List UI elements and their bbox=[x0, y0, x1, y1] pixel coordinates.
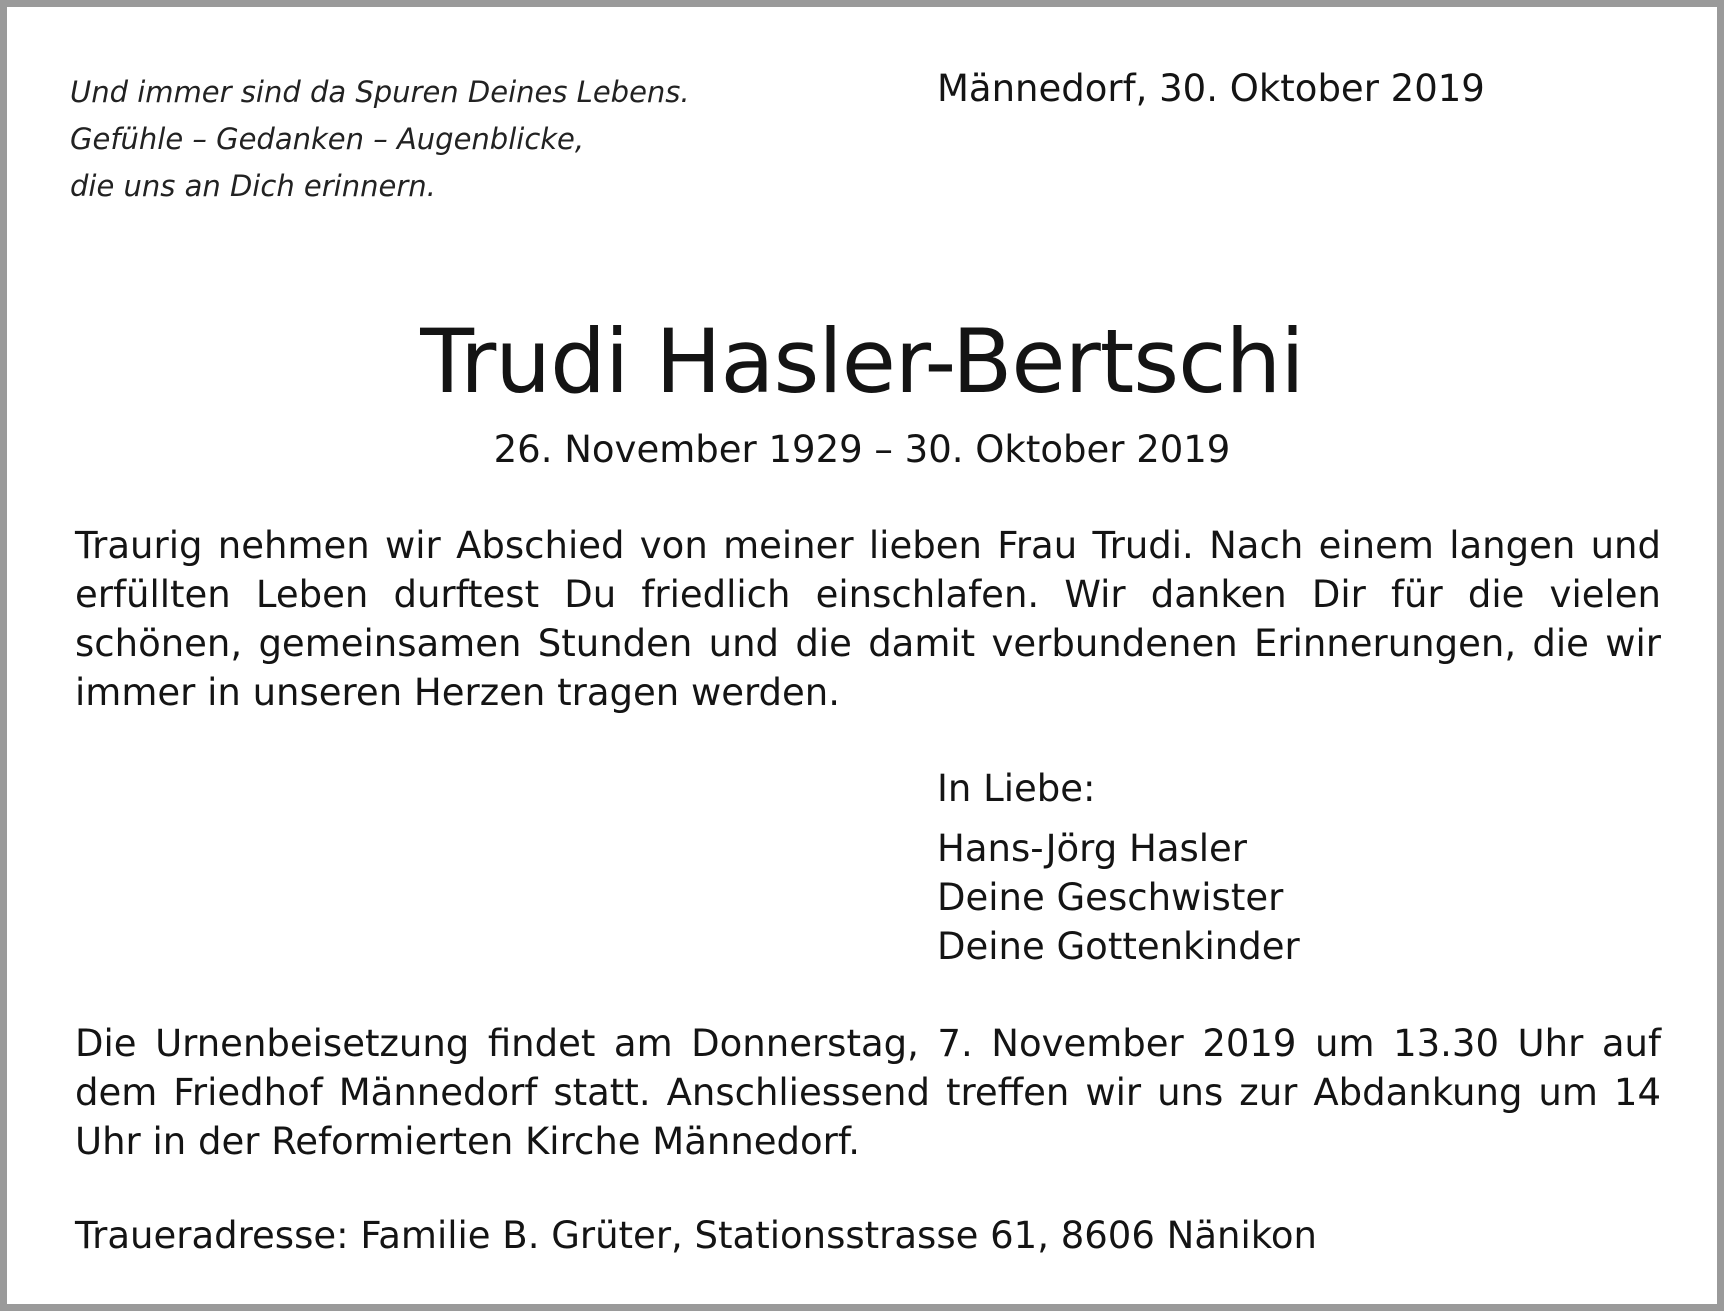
farewell-message: Traurig nehmen wir Abschied von meiner lieben Frau Trudi. Nach einem langen und erfüllten Leben durftest Du friedlich einschlafen. Wir danken Dir für die vielen schönen, gemeinsamen Stunden und die damit verbundenen Erinnerungen, die wir immer in unseren Herzen tragen werden. bbox=[75, 524, 1661, 714]
motto-line: Und immer sind da Spuren Deines Lebens. bbox=[70, 75, 690, 109]
signoff-label: In Liebe: bbox=[937, 767, 1096, 810]
deceased-name: Trudi Hasler-Bertschi bbox=[420, 310, 1304, 413]
motto-line: Gefühle – Gedanken – Augenblicke, bbox=[70, 122, 585, 156]
lifespan: 26. November 1929 – 30. Oktober 2019 bbox=[493, 428, 1231, 471]
mourner-name: Deine Gottenkinder bbox=[937, 925, 1300, 968]
mourning-address: Traueradresse: Familie B. Grüter, Stationsstrasse 61, 8606 Nänikon bbox=[75, 1214, 1317, 1257]
motto-line: die uns an Dich erinnern. bbox=[70, 169, 436, 203]
mourner-list bbox=[937, 824, 1300, 971]
mourner-name: Deine Geschwister bbox=[937, 876, 1284, 919]
mourner-name: Hans-Jörg Hasler bbox=[937, 827, 1248, 870]
motto bbox=[70, 69, 690, 210]
signoff bbox=[937, 764, 1300, 971]
place-date: Männedorf, 30. Oktober 2019 bbox=[937, 67, 1485, 110]
ceremony-info: Die Urnenbeisetzung findet am Donnerstag, 7. November 2019 um 13.30 Uhr auf dem Friedhof Männedorf statt. Anschliessend treffen wir uns zur Abdankung um 14 Uhr in der Reformierten Kirche Männedorf. bbox=[75, 1022, 1661, 1163]
